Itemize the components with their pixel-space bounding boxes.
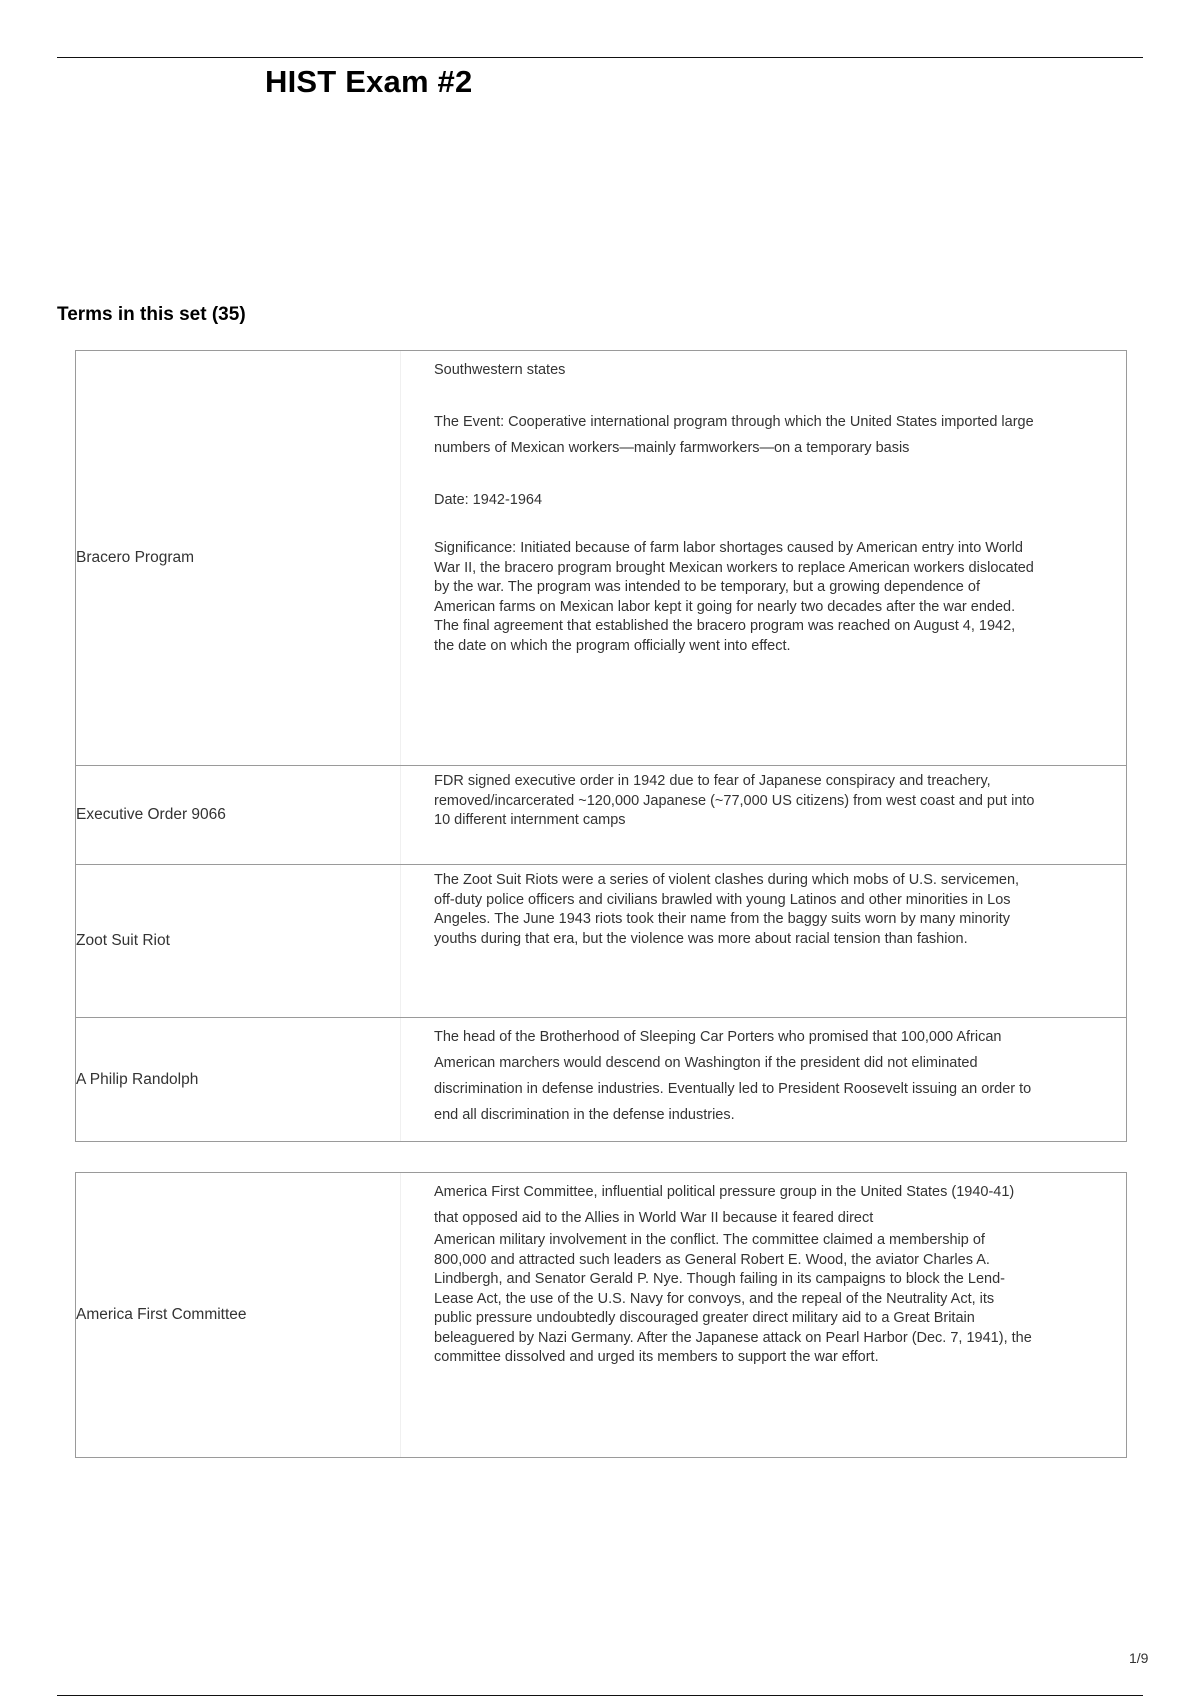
page-number: 1/9 — [1129, 1650, 1149, 1666]
definition-lead: America First Committee, influential political pressure group in the United States (1940-41) that opposed aid to the Allies in World War II because it feared direct — [434, 1184, 1015, 1226]
term-cell — [76, 351, 401, 765]
definition-body: American military involvement in the conflict. The committee claimed a membership of 800,000 and attracted such leaders as General Robert E. Wood, the aviator Charles A. Lindbergh, and Senator Gerald P. Nye. Though failing in its campaigns to block the Lend-Lease Act, the use of the U.S. Navy for convoys, and the repeal of the Neutrality Act, its public pressure undoubtedly discouraged greater direct military aid to a Great Britain beleaguered by Nazi Germany. After the Japanese attack on Pearl Harbor (Dec. 7, 1941), the committee dissolved and urged its members to support the war effort. — [434, 1232, 1032, 1365]
page-title: HIST Exam #2 — [265, 64, 473, 99]
definition-date: Date: 1942-1964 — [434, 492, 543, 508]
definition-significance: Significance: Initiated because of farm labor shortages caused by American entry into World War II, the bracero program brought Mexican workers to replace American workers dislocated by the war. The program was intended to be temporary, but a growing dependence of American farms on Mexican labor kept it going for nearly two decades after the war ended. The final agreement that established the bracero program was reached on August 4, 1942, the date on which the program officially went into effect. — [434, 540, 1034, 654]
definition-cell — [401, 351, 1126, 765]
flashcard-row — [76, 351, 1126, 765]
flashcard-table — [75, 350, 1127, 1142]
flashcard-table — [75, 1172, 1127, 1458]
term-text: Zoot Suit Riot — [76, 932, 170, 949]
set-heading: Terms in this set (35) — [57, 304, 246, 325]
term-cell — [76, 766, 401, 864]
definition-cell — [401, 865, 1126, 1017]
term-cell — [76, 1018, 401, 1141]
definition-text: The head of the Brotherhood of Sleeping Car Porters who promised that 100,000 African American marchers would descend on Washington if the president did not eliminated discrimination in defense industries. Eventually led to President Roosevelt issuing an order to end all discrimination in the defense industries. — [434, 1029, 1032, 1123]
term-cell — [76, 1173, 401, 1457]
definition-text: The Zoot Suit Riots were a series of violent clashes during which mobs of U.S. servicemen, off-duty police officers and civilians brawled with young Latinos and other minorities in Los Angeles. The June 1943 riots took their name from the baggy suits worn by many minority youths during that era, but the violence was more about racial tension than fashion. — [434, 872, 1020, 947]
term-text: A Philip Randolph — [76, 1070, 199, 1088]
term-text: America First Committee — [76, 1306, 247, 1323]
flashcard-row — [76, 765, 1126, 864]
term-text: Executive Order 9066 — [76, 806, 226, 823]
definition-cell — [401, 766, 1126, 864]
definition-text: FDR signed executive order in 1942 due to fear of Japanese conspiracy and treachery, removed/incarcerated ~120,000 Japanese (~77,000 US citizens) from west coast and put into 10 different internment camps — [434, 773, 1035, 828]
definition-cell — [401, 1173, 1126, 1457]
term-text: Bracero Program — [76, 549, 195, 566]
bottom-rule — [57, 1695, 1143, 1696]
flashcard-row — [76, 1173, 1126, 1457]
flashcard-row — [76, 1017, 1126, 1141]
definition-cell — [401, 1018, 1126, 1141]
term-cell — [76, 865, 401, 1017]
definition-location: Southwestern states — [434, 362, 566, 378]
definition-event: The Event: Cooperative international program through which the United States imported large numbers of Mexican workers—mainly farmworkers—on a temporary basis — [434, 414, 1034, 456]
flashcard-row — [76, 864, 1126, 1017]
top-rule — [57, 57, 1143, 58]
